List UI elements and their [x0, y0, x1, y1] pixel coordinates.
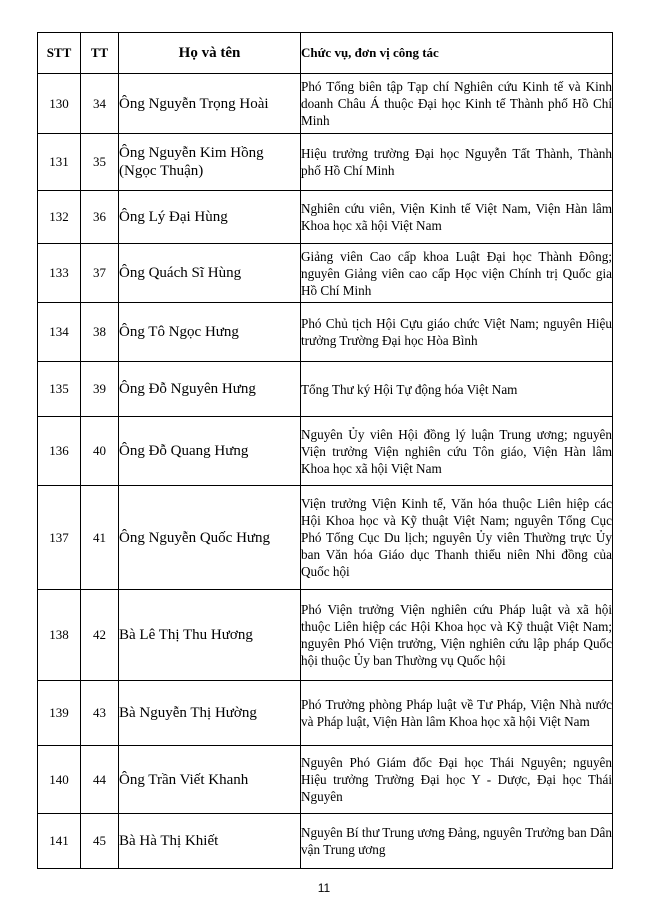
row-role: Nghiên cứu viên, Viện Kinh tế Việt Nam, Viện Hàn lâm Khoa học xã hội Việt Nam: [301, 191, 613, 244]
row-name: Bà Hà Thị Khiết: [119, 814, 301, 869]
row-role: Giảng viên Cao cấp khoa Luật Đại học Thành Đông; nguyên Giảng viên cao cấp Học viện Chính trị Quốc gia Hồ Chí Minh: [301, 244, 613, 303]
row-tt: 34: [81, 74, 119, 134]
row-stt: 137: [38, 486, 81, 590]
row-tt: 43: [81, 681, 119, 746]
table-row: [38, 590, 613, 681]
row-name: Ông Nguyễn Kim Hồng (Ngọc Thuận): [119, 134, 301, 191]
header-stt: STT: [38, 33, 81, 74]
row-role: Tổng Thư ký Hội Tự động hóa Việt Nam: [301, 362, 613, 417]
row-role: Nguyên Ủy viên Hội đồng lý luận Trung ương; nguyên Viện trưởng Viện nghiên cứu Tôn giáo, Viện Hàn lâm Khoa học xã hội Việt Nam: [301, 417, 613, 486]
row-name: Ông Nguyễn Trọng Hoài: [119, 74, 301, 134]
page-number: 11: [317, 881, 331, 895]
table-row: [38, 244, 613, 303]
row-stt: 131: [38, 134, 81, 191]
row-stt: 136: [38, 417, 81, 486]
row-role: Nguyên Phó Giám đốc Đại học Thái Nguyên; nguyên Hiệu trưởng Trường Đại học Y - Dược, Đại học Thái Nguyên: [301, 746, 613, 814]
row-stt: 130: [38, 74, 81, 134]
row-stt: 141: [38, 814, 81, 869]
row-stt: 140: [38, 746, 81, 814]
table-header-row: [38, 33, 613, 74]
row-role: Phó Viện trưởng Viện nghiên cứu Pháp luật và xã hội thuộc Liên hiệp các Hội Khoa học và Kỹ thuật Việt Nam; nguyên Phó Viện trưởng, Viện nghiên cứu lập pháp Quốc hội thuộc Ủy ban Thường vụ Quốc hội: [301, 590, 613, 681]
row-role: Phó Trưởng phòng Pháp luật về Tư Pháp, Viện Nhà nước và Pháp luật, Viện Hàn lâm Khoa học xã hội Việt Nam: [301, 681, 613, 746]
row-role: Phó Chủ tịch Hội Cựu giáo chức Việt Nam; nguyên Hiệu trưởng Trường Đại học Hòa Bình: [301, 303, 613, 362]
row-name: Bà Lê Thị Thu Hương: [119, 590, 301, 681]
table-row: [38, 191, 613, 244]
row-stt: 134: [38, 303, 81, 362]
row-stt: 132: [38, 191, 81, 244]
row-tt: 39: [81, 362, 119, 417]
row-tt: 40: [81, 417, 119, 486]
row-role: Phó Tổng biên tập Tạp chí Nghiên cứu Kinh tế và Kinh doanh Châu Á thuộc Đại học Kinh tế Thành phố Hồ Chí Minh: [301, 74, 613, 134]
row-role: Viện trưởng Viện Kinh tế, Văn hóa thuộc Liên hiệp các Hội Khoa học và Kỹ thuật Việt Nam; nguyên Tổng Cục Phó Tổng Cục Du lịch; nguyên Ủy viên Thường trực Ủy ban Văn hóa Giáo dục Thanh thiếu niên Nhi đồng của Quốc hội: [301, 486, 613, 590]
row-tt: 44: [81, 746, 119, 814]
row-name: Ông Trần Viết Khanh: [119, 746, 301, 814]
row-role: Hiệu trưởng trường Đại học Nguyễn Tất Thành, Thành phố Hồ Chí Minh: [301, 134, 613, 191]
row-tt: 37: [81, 244, 119, 303]
row-name: Ông Quách Sĩ Hùng: [119, 244, 301, 303]
table-row: [38, 74, 613, 134]
row-stt: 139: [38, 681, 81, 746]
row-name: Bà Nguyễn Thị Hường: [119, 681, 301, 746]
row-stt: 135: [38, 362, 81, 417]
row-name: Ông Lý Đại Hùng: [119, 191, 301, 244]
row-tt: 35: [81, 134, 119, 191]
row-tt: 36: [81, 191, 119, 244]
row-stt: 133: [38, 244, 81, 303]
row-stt: 138: [38, 590, 81, 681]
table-row: [38, 134, 613, 191]
personnel-table: [37, 32, 613, 869]
row-name: Ông Đỗ Nguyên Hưng: [119, 362, 301, 417]
row-role: Nguyên Bí thư Trung ương Đảng, nguyên Trưởng ban Dân vận Trung ương: [301, 814, 613, 869]
table-row: [38, 486, 613, 590]
header-name: Họ và tên: [119, 33, 301, 74]
row-tt: 42: [81, 590, 119, 681]
table-row: [38, 303, 613, 362]
row-tt: 38: [81, 303, 119, 362]
row-name: Ông Nguyễn Quốc Hưng: [119, 486, 301, 590]
table-row: [38, 814, 613, 869]
table-row: [38, 681, 613, 746]
table-row: [38, 362, 613, 417]
row-name: Ông Tô Ngọc Hưng: [119, 303, 301, 362]
table-row: [38, 746, 613, 814]
row-name: Ông Đỗ Quang Hưng: [119, 417, 301, 486]
table-row: [38, 417, 613, 486]
header-tt: TT: [81, 33, 119, 74]
header-role: Chức vụ, đơn vị công tác: [301, 33, 613, 74]
row-tt: 41: [81, 486, 119, 590]
row-tt: 45: [81, 814, 119, 869]
